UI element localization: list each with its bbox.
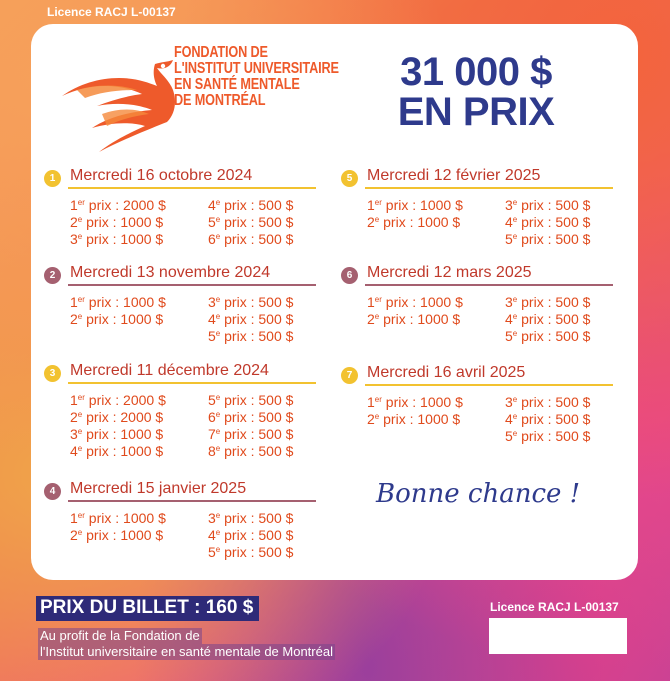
draw-underline [68,382,316,384]
draw-underline [365,187,613,189]
prize-column [70,392,166,460]
draw-4 [49,480,318,561]
prize-line: 2e prix : 1000 $ [70,527,164,543]
draw-date: Mercredi 16 avril 2025 [367,364,526,381]
prize-line: 6e prix : 500 $ [208,231,294,247]
prize-column [70,197,166,248]
draw-date: Mercredi 16 octobre 2024 [70,167,253,184]
prize-column [208,510,293,561]
prize-line: 1er prix : 2000 $ [70,197,166,213]
prize-line: 4e prix : 500 $ [208,197,294,213]
foundation-name-line: L'INSTITUT UNIVERSITAIRE [174,60,339,77]
prize-line: 4e prix : 500 $ [208,527,294,543]
foundation-name-line: FONDATION DE [174,44,268,61]
prize-card [31,24,638,580]
draw-1 [49,167,318,248]
draw-underline [68,187,316,189]
prize-line: 8e prix : 500 $ [208,443,294,459]
prize-column [208,197,293,248]
prize-line: 2e prix : 1000 $ [367,411,461,427]
foundation-name-line: DE MONTRÉAL [174,92,266,109]
prize-line: 3e prix : 500 $ [505,197,591,213]
prize-line: 4e prix : 500 $ [208,311,294,327]
prize-line: 5e prix : 500 $ [505,231,591,247]
draw-date: Mercredi 11 décembre 2024 [70,362,269,379]
prize-column [505,197,590,248]
prize-line: 3e prix : 500 $ [505,294,591,310]
good-luck-text: Bonne chance ! [376,479,581,509]
prize-line: 4e prix : 500 $ [505,411,591,427]
prize-column [70,510,166,544]
prize-line: 5e prix : 500 $ [208,544,294,560]
prize-line: 2e prix : 1000 $ [367,311,461,327]
draw-number-badge: 2 [44,267,61,284]
prize-line: 1er prix : 1000 $ [367,294,463,310]
draw-3 [49,362,318,460]
total-prize-label: EN PRIX [397,90,555,134]
prize-line: 7e prix : 500 $ [208,426,294,442]
ticket-beneficiary-line: l'Institut universitaire en santé mentale de Montréal [40,644,333,659]
draw-prizes [68,294,318,345]
prize-line: 1er prix : 2000 $ [70,392,166,408]
draw-number-badge: 6 [341,267,358,284]
prize-line: 5e prix : 500 $ [208,214,294,230]
prize-column [70,294,166,328]
prize-line: 6e prix : 500 $ [208,409,294,425]
prize-line: 3e prix : 1000 $ [70,231,164,247]
prize-line: 5e prix : 500 $ [505,328,591,344]
draw-underline [365,384,613,386]
draw-number-badge: 7 [341,367,358,384]
foundation-name [174,45,339,109]
prize-line: 3e prix : 500 $ [208,510,294,526]
prize-line: 5e prix : 500 $ [208,392,294,408]
prize-column [367,394,463,428]
draw-underline [68,500,316,502]
draw-underline [68,284,316,286]
draw-number-badge: 4 [44,483,61,500]
prize-line: 2e prix : 1000 $ [70,214,164,230]
prize-line: 5e prix : 500 $ [208,328,294,344]
draw-6 [346,264,615,345]
licence-number-top: Licence RACJ L-00137 [47,5,176,19]
prize-column [208,392,293,460]
draw-7 [346,364,615,445]
draw-prizes [365,197,615,248]
draw-prizes [68,197,318,248]
prize-line: 4e prix : 1000 $ [70,443,164,459]
total-prize-amount: 31 000 $ [400,50,552,94]
ticket-beneficiary [38,628,335,660]
foundation-name-line: EN SANTÉ MENTALE [174,76,300,93]
draw-underline [365,284,613,286]
prize-line: 1er prix : 1000 $ [70,294,166,310]
draw-date: Mercredi 15 janvier 2025 [70,480,247,497]
draw-prizes [68,392,318,460]
prize-column [505,394,590,445]
prize-column [208,294,293,345]
draw-prizes [365,294,615,345]
ticket-number-box [489,618,627,654]
prize-line: 1er prix : 1000 $ [367,394,463,410]
prize-line: 1er prix : 1000 $ [70,510,166,526]
draw-date: Mercredi 13 novembre 2024 [70,264,271,281]
draw-date: Mercredi 12 mars 2025 [367,264,532,281]
prize-column [367,197,463,231]
prize-line: 2e prix : 1000 $ [367,214,461,230]
draw-prizes [365,394,615,445]
total-prize-heading [376,52,576,132]
prize-line: 2e prix : 2000 $ [70,409,164,425]
prize-line: 1er prix : 1000 $ [367,197,463,213]
draw-number-badge: 3 [44,365,61,382]
prize-line: 3e prix : 500 $ [208,294,294,310]
prize-line: 4e prix : 500 $ [505,214,591,230]
draw-number-badge: 5 [341,170,358,187]
draw-5 [346,167,615,248]
ticket-price-label: PRIX DU BILLET : 160 $ [36,596,259,621]
ticket-beneficiary-line: Au profit de la Fondation de [40,628,200,643]
prize-line: 2e prix : 1000 $ [70,311,164,327]
draw-prizes [68,510,318,561]
prize-column [505,294,590,345]
draw-number-badge: 1 [44,170,61,187]
prize-line: 3e prix : 1000 $ [70,426,164,442]
prize-column [367,294,463,328]
prize-line: 4e prix : 500 $ [505,311,591,327]
draw-2 [49,264,318,345]
prize-line: 5e prix : 500 $ [505,428,591,444]
prize-line: 3e prix : 500 $ [505,394,591,410]
draw-date: Mercredi 12 février 2025 [367,167,541,184]
licence-number-bottom: Licence RACJ L-00137 [490,600,619,614]
